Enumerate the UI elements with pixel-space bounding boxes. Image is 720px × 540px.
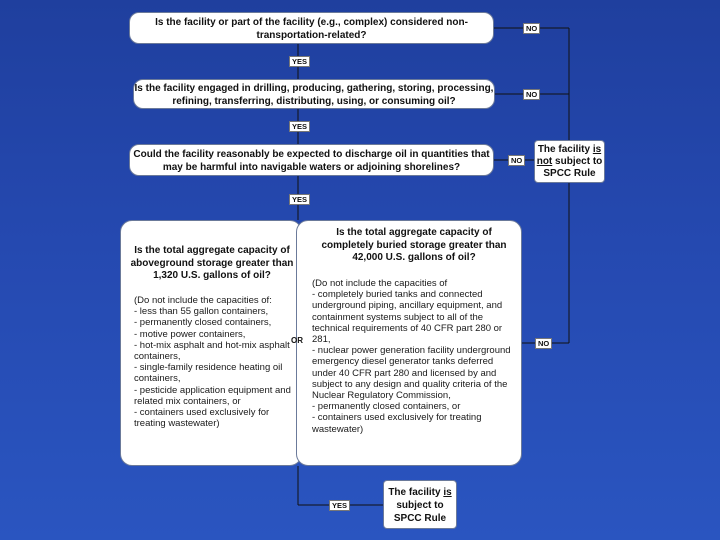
list-item: - single-family residence heating oil containers, [134, 362, 283, 385]
list-item: - completely buried tanks and connected underground piping, ancillary equipment, and containment systems subject to all of the technical requirements of 40 CFR part 280 or 281, [312, 289, 503, 346]
aboveground-question: Is the total aggregate capacity of aboveground storage greater than 1,320 U.S. gallons of oil? [130, 245, 294, 281]
list-item: - containers used exclusively for treating wastewater) [134, 407, 270, 430]
aboveground-capacity-panel [120, 220, 302, 466]
question-1-text: Is the facility or part of the facility (e.g., complex) considered non-transportation-related? [155, 17, 468, 41]
outcome-not-subject-post: subject to SPCC Rule [543, 156, 603, 179]
no-label-1: NO [523, 23, 540, 34]
list-item: - motive power containers, [134, 328, 246, 340]
yes-label-4: YES [329, 500, 350, 511]
buried-question: Is the total aggregate capacity of completely buried storage greater than 42,000 U.S. gallons of oil? [321, 227, 507, 263]
question-non-transportation [129, 12, 494, 44]
list-item: - hot-mix asphalt and hot-mix asphalt containers, [134, 339, 290, 363]
list-item: - permanently closed containers, or [312, 401, 461, 413]
list-item: - permanently closed containers, [134, 317, 272, 329]
outcome-subject-post: subject to SPCC Rule [393, 500, 447, 524]
buried-exclusions [312, 278, 515, 435]
list-item: - less than 55 gallon containers, [134, 306, 269, 318]
question-oil-activities [133, 79, 495, 109]
buried-capacity-panel [296, 220, 522, 466]
aboveground-note-intro: (Do not include the capacities of: [134, 295, 272, 306]
yes-label-1: YES [289, 56, 310, 67]
no-label-3: NO [508, 155, 525, 166]
outcome-not-subject [534, 140, 605, 183]
or-label: OR [291, 336, 303, 345]
outcome-subject-pre: The facility [388, 487, 444, 498]
aboveground-exclusions [134, 295, 294, 429]
no-label-4: NO [535, 338, 552, 349]
question-discharge-potential [129, 144, 494, 176]
outcome-subject-emph: is [443, 487, 452, 498]
question-2-text: Is the facility engaged in drilling, producing, gathering, storing, processing, refining, transferring, distributing, using, or consuming oil? [134, 83, 494, 107]
no-label-2: NO [523, 89, 540, 100]
outcome-not-subject-emph: is not [536, 144, 602, 167]
outcome-subject [383, 480, 457, 529]
list-item: - pesticide application equipment and related mix containers, or [134, 384, 291, 407]
buried-note-intro: (Do not include the capacities of [312, 278, 448, 289]
question-3-text: Could the facility reasonably be expected to discharge oil in quantities that may be harmful into navigable waters or adjoining shorelines? [133, 149, 490, 173]
list-item: - containers used exclusively for treating wastewater) [312, 412, 482, 435]
outcome-not-subject-pre: The facility [537, 144, 593, 155]
yes-label-2: YES [289, 121, 310, 132]
list-item: - nuclear power generation facility underground emergency diesel generator tanks deferred under 40 CFR part 280 and licensed by and subject to any design and quality criteria of the Nuclear Regulatory Commission, [312, 345, 511, 402]
yes-label-3: YES [289, 194, 310, 205]
